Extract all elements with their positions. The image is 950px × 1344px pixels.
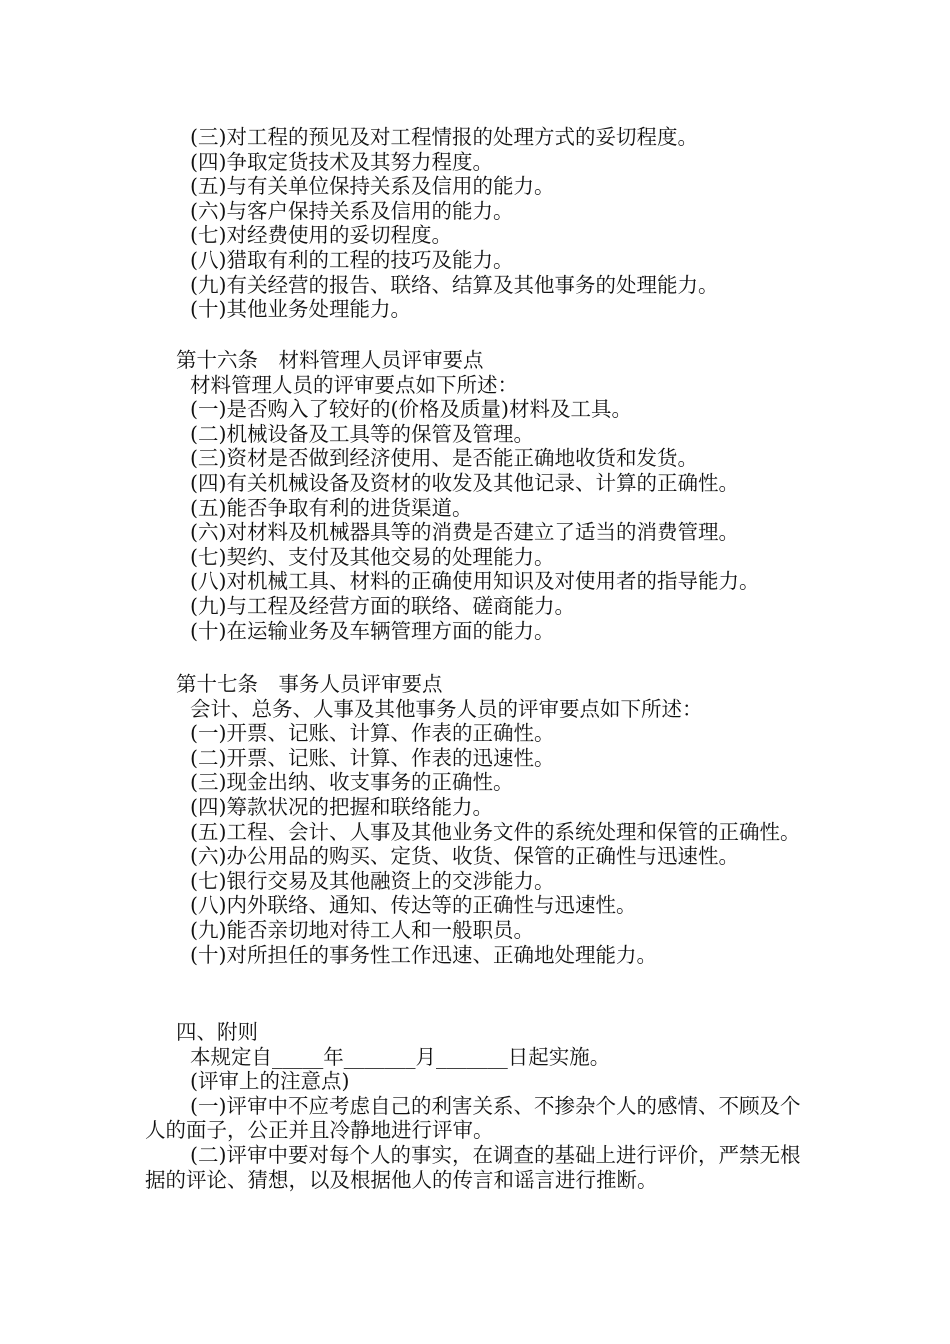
section-15-tail [0,125,950,322]
note-paragraph: (一)评审中不应考虑自己的利害关系、不掺杂个人的感情、不顾及个人的面子，公正并且冷静地进行评审。 [145,1093,801,1143]
list-item: (八)内外联络、通知、传达等的正确性与迅速性。 [190,893,637,918]
section-17 [0,672,950,967]
list-item: (二)开票、记账、计算、作表的迅速性。 [190,745,555,770]
list-item: (十)对所担任的事务性工作迅速、正确地处理能力。 [190,942,657,967]
list-item: (六)办公用品的购买、定货、收货、保管的正确性与迅速性。 [190,844,739,869]
list-item: (六)与客户保持关系及信用的能力。 [190,198,514,223]
list-item: (四)筹款状况的把握和联络能力。 [190,794,493,819]
list-item: (八)对机械工具、材料的正确使用知识及对使用者的指导能力。 [190,569,760,594]
note-paragraph: (二)评审中要对每个人的事实，在调查的基础上进行评价，严禁无根据的评论、猜想，以及根据他人的传言和谣言进行推断。 [145,1142,801,1192]
section-intro: 会计、总务、人事及其他事务人员的评审要点如下所述： [190,696,703,721]
list-item: (八)猎取有利的工程的技巧及能力。 [190,247,514,272]
section-intro: 材料管理人员的评审要点如下所述： [190,372,518,397]
list-item: (九)与工程及经营方面的联络、磋商能力。 [190,593,575,618]
notes-title: (评审上的注意点) [190,1069,350,1094]
section-4-appendix [0,1020,950,1192]
list-item: (四)争取定货技术及其努力程度。 [190,149,493,174]
list-item: (二)机械设备及工具等的保管及管理。 [190,421,534,446]
list-item: (三)资材是否做到经济使用、是否能正确地收货和发货。 [190,446,698,471]
list-item: (九)能否亲切地对待工人和一般职员。 [190,917,534,942]
list-item: (一)是否购入了较好的(价格及质量)材料及工具。 [190,397,632,422]
list-item: (一)开票、记账、计算、作表的正确性。 [190,721,555,746]
section-heading: 四、附则 [176,1020,258,1044]
list-item: (十)在运输业务及车辆管理方面的能力。 [190,618,555,643]
section-heading: 第十七条 事务人员评审要点 [176,672,443,696]
list-item: (六)对材料及机械器具等的消费是否建立了适当的消费管理。 [190,520,739,545]
section-16 [0,348,950,643]
list-item: (七)契约、支付及其他交易的处理能力。 [190,544,555,569]
list-item: (九)有关经营的报告、联络、结算及其他事务的处理能力。 [190,272,719,297]
list-item: (五)能否争取有利的进货渠道。 [190,495,473,520]
list-item: (四)有关机械设备及资材的收发及其他记录、计算的正确性。 [190,470,739,495]
list-item: (三)现金出纳、收支事务的正确性。 [190,770,514,795]
list-item: (七)对经费使用的妥切程度。 [190,223,452,248]
list-item-wrapped: (五)工程、会计、人事及其他业务文件的系统处理和保管的正确性。 [190,819,801,844]
list-item: (三)对工程的预见及对工程情报的处理方式的妥切程度。 [190,125,698,149]
section-heading: 第十六条 材料管理人员评审要点 [176,348,484,372]
list-item: (七)银行交易及其他融资上的交涉能力。 [190,868,555,893]
effective-date-line: 本规定自_____年_______月_______日起实施。 [190,1044,611,1069]
list-item: (五)与有关单位保持关系及信用的能力。 [190,174,555,199]
list-item: (十)其他业务处理能力。 [190,297,411,322]
